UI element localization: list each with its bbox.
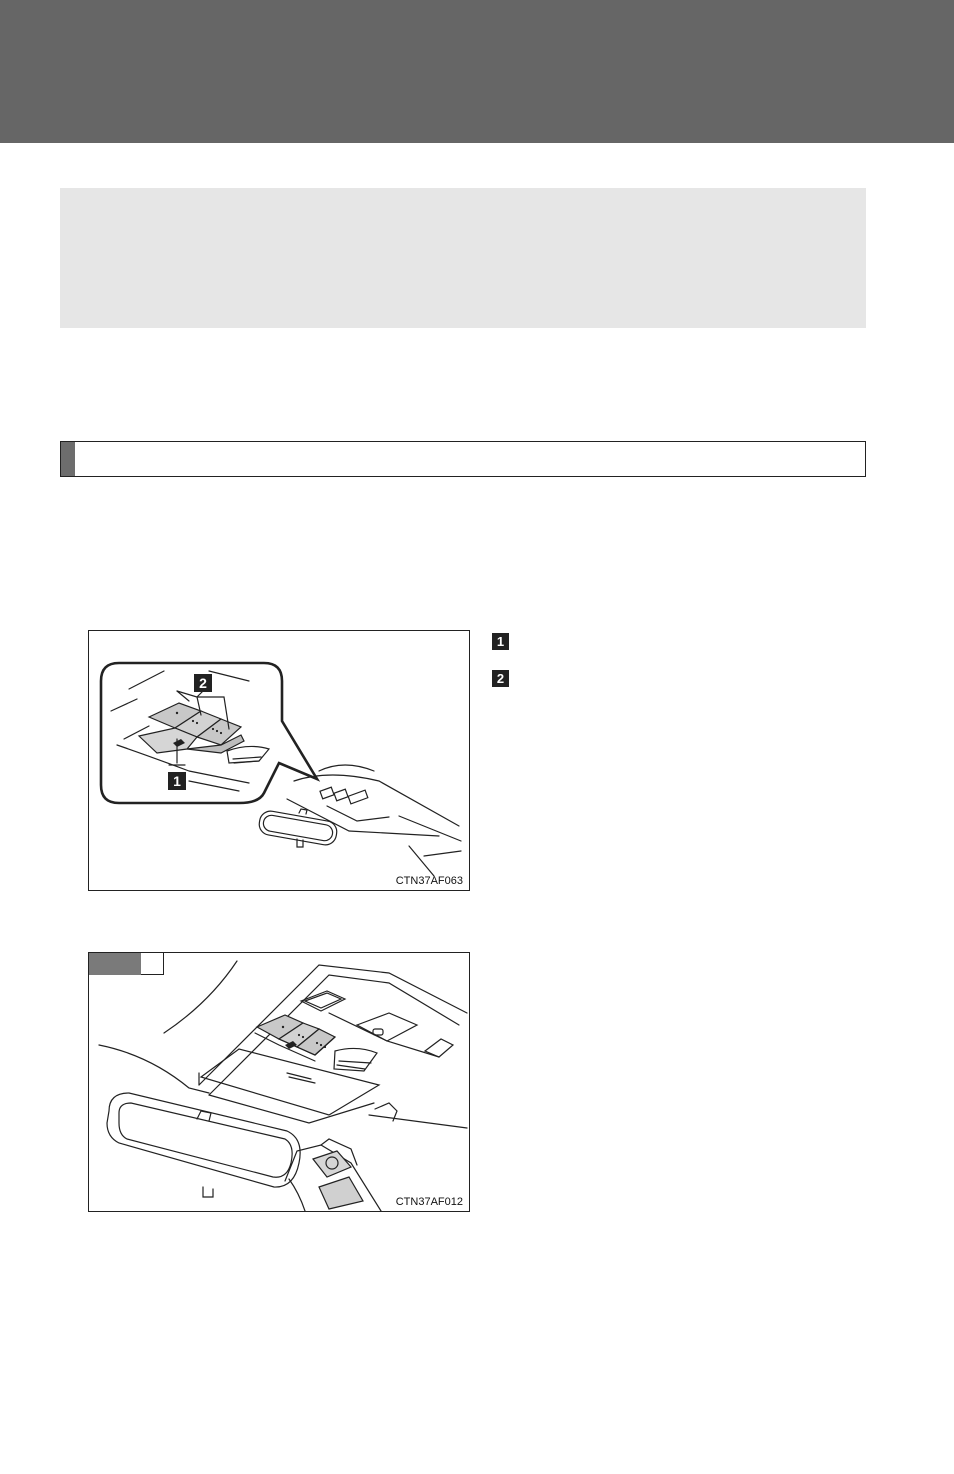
section-heading-marker	[61, 442, 75, 476]
figure-overhead-console-detail	[88, 630, 470, 891]
figure-remote-transmitter	[88, 952, 470, 1212]
overhead-console-illustration	[89, 631, 469, 890]
summary-box	[60, 188, 866, 328]
legend-badge-1: 1	[492, 633, 509, 650]
figure-code: CTN37AF012	[395, 1196, 463, 1208]
chapter-header-bar	[0, 0, 954, 143]
section-heading-bar	[60, 441, 866, 477]
legend-badge-2: 2	[492, 670, 509, 687]
transmitter-illustration	[89, 953, 469, 1211]
figure-callout-1: 1	[168, 772, 186, 790]
figure-callout-2: 2	[194, 674, 212, 692]
figure-code: CTN37AF063	[395, 875, 463, 887]
